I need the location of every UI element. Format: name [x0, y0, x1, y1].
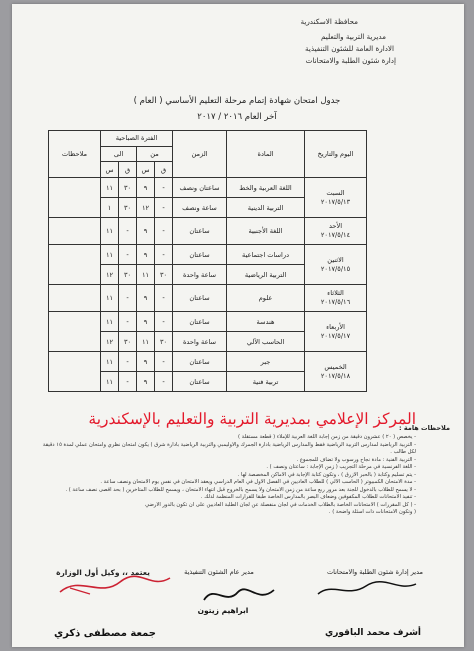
from-hour-cell: ٩	[137, 218, 155, 245]
from-hour-cell: ٩	[137, 372, 155, 392]
from-minutes-cell: ٣٠	[155, 332, 173, 352]
notes-cell	[49, 178, 101, 218]
notes-cell	[49, 285, 101, 312]
header-to: الى	[101, 146, 137, 162]
exam-date: ٢٠١٧/٥/١٣	[320, 197, 351, 206]
header-from: من	[137, 146, 173, 162]
note-item: - يتم تسليم وكتابة ( بالحبر الأزرق ) ، وتكون كتابة الإجابة في الأماكن المخصصة لها .	[237, 471, 416, 478]
to-hour-cell: ١	[101, 198, 119, 218]
to-minutes-cell: ٣٠	[119, 198, 137, 218]
from-minutes-cell: -	[155, 352, 173, 372]
notes-cell	[49, 218, 101, 245]
to-minutes-cell: -	[119, 218, 137, 245]
subject-cell: اللغة العربية والخط	[227, 178, 305, 198]
table-row	[49, 178, 367, 198]
notes-cell	[49, 312, 101, 352]
from-hour-cell: ١٢	[137, 198, 155, 218]
to-hour-cell: ١١	[101, 285, 119, 312]
to-hour-cell: ١٢	[101, 332, 119, 352]
from-minutes-cell: -	[155, 372, 173, 392]
signature-3-name: جمعة مصطفى ذكري	[53, 628, 157, 639]
to-minutes-cell: ٣٠	[119, 265, 137, 285]
exam-date: ٢٠١٧/٥/١٤	[320, 231, 351, 239]
header-governorate: محافظة الاسكندرية	[300, 17, 358, 26]
to-minutes-cell: -	[119, 312, 137, 332]
to-minutes-cell: -	[119, 285, 137, 312]
note-item: - لا يسمح للطلاب بالدخول للجنة بعد مرور ربع ساعة من زمن الامتحان ولا يسمح بالخروج قبل انتهاء الامتحان ، ويسمح للطلاب المتأخرين ( بحد أقصى نصف ساعة ) .	[65, 486, 416, 493]
subject-cell: اللغة الأجنبية	[227, 218, 305, 245]
from-minutes-cell: -	[155, 178, 173, 198]
day-date-cell	[305, 352, 367, 392]
notes-cell	[49, 245, 101, 285]
handwritten-signature-3	[50, 570, 180, 600]
exam-date: ٢٠١٧/٥/١٨	[320, 371, 351, 380]
note-item: لكل طالب .	[390, 449, 416, 456]
from-hour-cell: ٩	[137, 285, 155, 312]
subject-cell: التربية الدينية	[227, 198, 305, 218]
subject-cell: علوم	[227, 285, 305, 312]
exam-date: ٢٠١٧/٥/١٦	[320, 298, 351, 306]
document-title: جدول امتحان شهادة إتمام مرحلة التعليم الأساسي ( العام )	[133, 96, 341, 106]
to-hour-cell: ١١	[101, 178, 119, 198]
table-row	[49, 245, 367, 265]
time-cell: ساعتان ونصف	[173, 178, 227, 198]
day-name: السبت	[326, 188, 345, 197]
day-date-cell	[305, 178, 367, 218]
media-center-banner: المركز الإعلامي بمديرية التربية والتعليم بالإسكندرية	[88, 410, 416, 428]
subject-cell: جبر	[227, 352, 305, 372]
from-minutes-cell: -	[155, 285, 173, 312]
day-name: الأربعاء	[326, 322, 345, 331]
from-hour-cell: ٩	[137, 178, 155, 198]
time-cell: ساعة ونصف	[173, 198, 227, 218]
to-hour-cell: ١١	[101, 352, 119, 372]
from-minutes-cell: -	[155, 245, 173, 265]
day-name: الأحد	[328, 222, 343, 231]
signature-2-title: مدير عام الشئون التنفيذية	[184, 568, 254, 576]
header-time: الزمن	[173, 131, 227, 178]
notes-label: ملاحظات هامة :	[399, 424, 450, 432]
to-hour-cell: ١١	[101, 245, 119, 265]
header-exams-admin: إدارة شئون الطلبة والامتحانات	[305, 56, 396, 65]
signature-1-title: مدير إدارة شئون الطلبة والامتحانات	[326, 568, 424, 576]
header-directorate: مديرية التربية والتعليم	[321, 32, 386, 41]
handwritten-signature-1	[312, 576, 422, 602]
time-cell: ساعتان	[173, 285, 227, 312]
time-cell: ساعتان	[173, 372, 227, 392]
header-morning-period: الفترة الصباحية	[101, 131, 173, 147]
table-row	[49, 285, 367, 312]
exam-date: ٢٠١٧/٥/١٧	[320, 331, 351, 340]
signature-2-name: ابراهيم زيتون	[197, 606, 249, 615]
from-minutes-cell: -	[155, 218, 173, 245]
time-cell: ساعتان	[173, 352, 227, 372]
note-item: - مدة الامتحان الكمبيوتر ( الحاسب الآلي ) للطلاب العاديين في الفصل الأول في العام الدراسي ويعقد الامتحان في نفس يوم الامتحان ونصف ساعة .	[100, 479, 416, 486]
exam-date: ٢٠١٧/٥/١٥	[320, 264, 351, 273]
header-to-q: ق	[119, 162, 137, 178]
subject-cell: دراسات اجتماعية	[227, 245, 305, 265]
note-item: - التربية الرياضية لمدارس التربية الرياضية فقط والمدارس الرياضية بادارة الجمرك والأوليمبي والتربية الرياضية بادارة شرق ) يكون امتحان نظري وامتحان عملي لمدة ١٥ دقيقة	[42, 441, 416, 448]
to-hour-cell: ١٢	[101, 265, 119, 285]
time-cell: ساعة واحدة	[173, 332, 227, 352]
signature-1-name: أشرف محمد الباقوري	[324, 628, 422, 638]
to-minutes-cell: ٣٠	[119, 332, 137, 352]
from-minutes-cell: -	[155, 312, 173, 332]
subject-cell: التربية الرياضية	[227, 265, 305, 285]
day-date-cell	[305, 312, 367, 352]
day-name: الاثنين	[327, 255, 344, 264]
header-from-q: ق	[155, 162, 173, 178]
table-row	[49, 352, 367, 372]
subject-cell: الحاسب الآلي	[227, 332, 305, 352]
day-name: الخميس	[324, 362, 347, 371]
to-minutes-cell: ٣٠	[119, 178, 137, 198]
from-hour-cell: ١١	[137, 265, 155, 285]
time-cell: ساعتان	[173, 312, 227, 332]
to-hour-cell: ١١	[101, 372, 119, 392]
day-date-cell	[305, 285, 367, 312]
notes-cell	[49, 352, 101, 392]
note-item: - اللغة الفرنسية في مرحلة التجريب ( زمن الإجابة : ساعتان ونصف ) .	[266, 464, 416, 471]
from-hour-cell: ٩	[137, 245, 155, 265]
day-date-cell	[305, 218, 367, 245]
from-minutes-cell: ٣٠	[155, 265, 173, 285]
header-subject: المادة	[227, 131, 305, 178]
note-item: ( وتكون الامتحانات ذات أسئلة واضحة ) .	[328, 509, 416, 516]
day-name: الثلاثاء	[327, 289, 344, 298]
header-executive-admin: الادارة العامة للشئون التنفيذية	[304, 44, 394, 53]
from-minutes-cell: -	[155, 198, 173, 218]
header-notes: ملاحظات	[49, 131, 101, 178]
note-item: - التربية الفنية : مادة نجاح ورسوب ولا تضاف للمجموع .	[296, 456, 416, 463]
time-cell: ساعتان	[173, 245, 227, 265]
note-item: - ( كل المقررات ) الامتحانات الخاصة بالطلاب الخدمات في لجان منفصلة عن لجان الطلبة العاديين على أن تكون بالدور الأرضي	[145, 501, 416, 508]
to-minutes-cell: -	[119, 372, 137, 392]
table-row	[49, 312, 367, 332]
subject-cell: تربية فنية	[227, 372, 305, 392]
time-cell: ساعة واحدة	[173, 265, 227, 285]
day-date-cell	[305, 245, 367, 285]
to-minutes-cell: -	[119, 352, 137, 372]
exam-schedule-table	[48, 130, 367, 392]
signature-3-title: يعتمد ،، وكيل أول الوزارة	[56, 568, 150, 577]
document-subtitle: آخر العام ٢٠١٦ / ٢٠١٧	[197, 112, 277, 122]
from-hour-cell: ٩	[137, 352, 155, 372]
from-hour-cell: ٩	[137, 312, 155, 332]
note-item: - يخصص ( ٢٠ ) عشرون دقيقة من زمن إجابة اللغة العربية للإملاء ( قطعة مستقلة )	[238, 434, 416, 440]
from-hour-cell: ١١	[137, 332, 155, 352]
to-hour-cell: ١١	[101, 312, 119, 332]
subject-cell: هندسة	[227, 312, 305, 332]
header-from-s: س	[137, 162, 155, 178]
notes-list	[40, 420, 416, 517]
time-cell: ساعتان	[173, 218, 227, 245]
to-hour-cell: ١١	[101, 218, 119, 245]
note-item: - تنفيذ الامتحانات للطلاب المكفوفين وضعاف البصر بالمدارس الخاصة طبقاً للقرارات المنظمة لذلك .	[200, 494, 416, 501]
table-row	[49, 218, 367, 245]
to-minutes-cell: -	[119, 245, 137, 265]
header-day-date: اليوم والتاريخ	[305, 131, 367, 178]
header-to-s: س	[101, 162, 119, 178]
